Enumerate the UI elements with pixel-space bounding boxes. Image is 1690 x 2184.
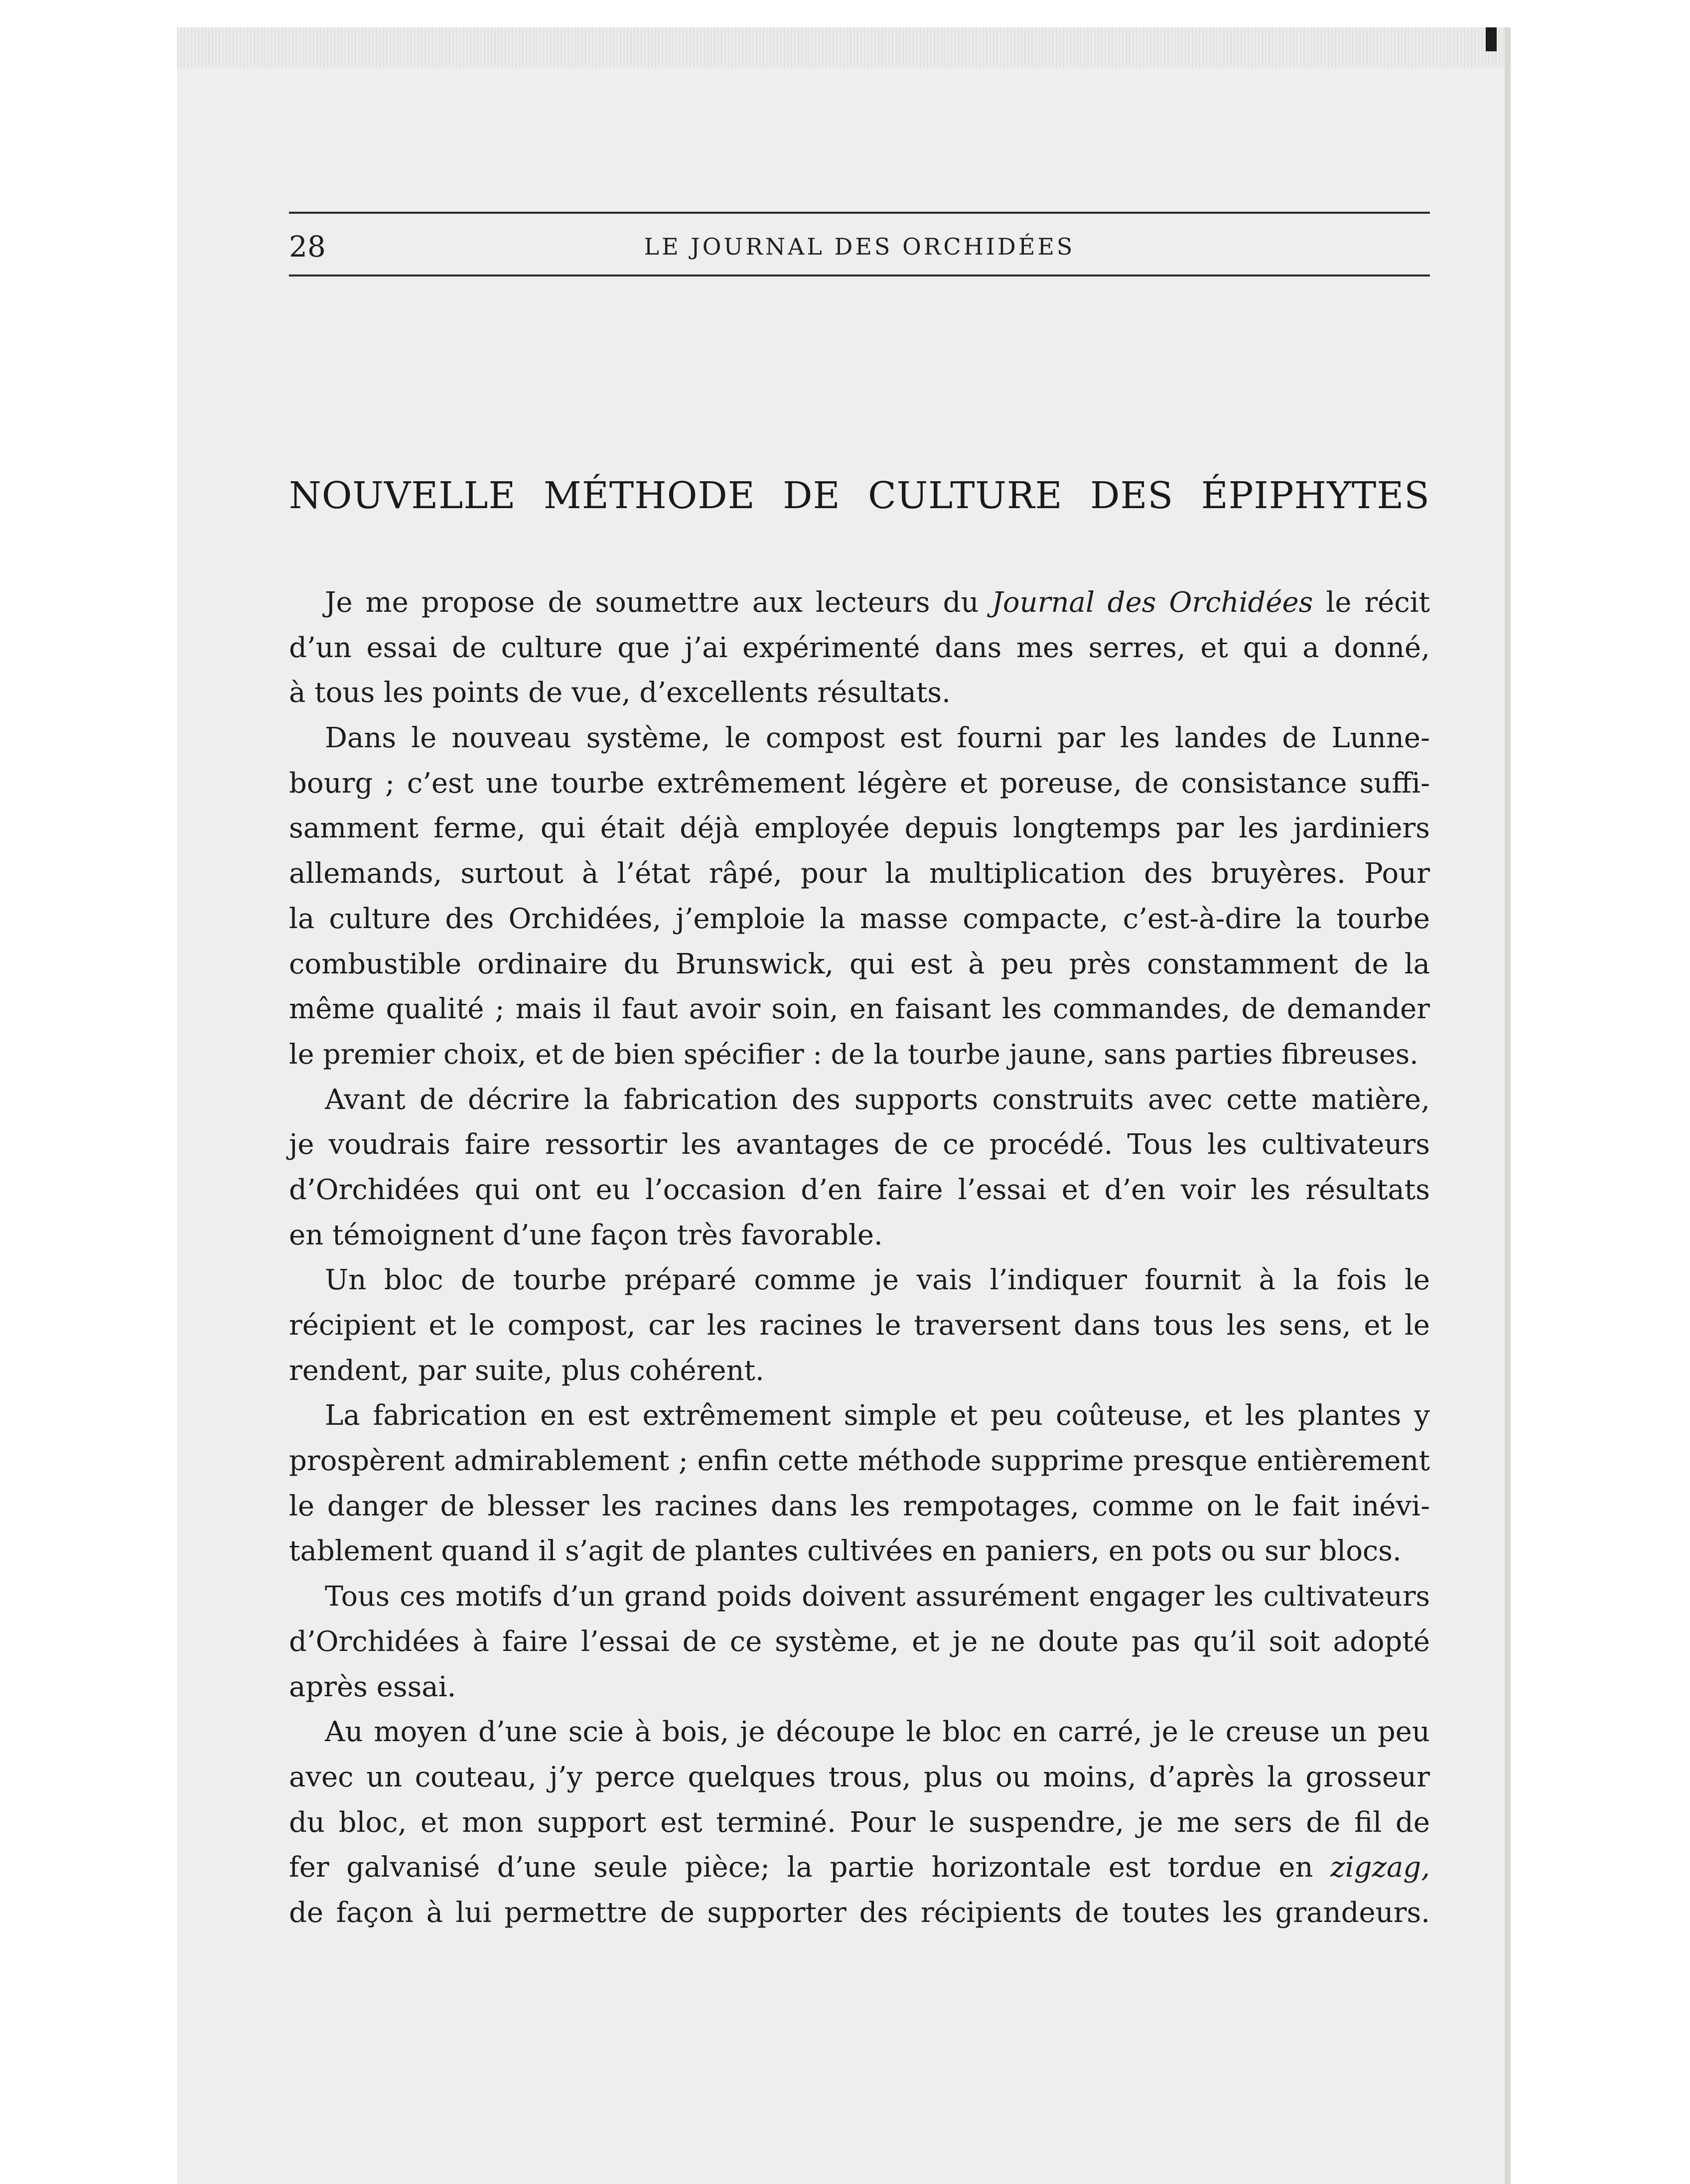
text-line: du bloc, et mon support est terminé. Pour le suspendre, je me sers de fil de — [289, 1806, 1430, 1839]
paragraph — [289, 580, 1430, 716]
text-line: en témoignent d’une façon très favorable. — [289, 1219, 883, 1251]
text-line: La fabrication en est extrêmement simple et peu coûteuse, et les plantes y — [325, 1399, 1430, 1432]
text-line: je voudrais faire ressortir les avantages de ce procédé. Tous les cultivateurs — [289, 1128, 1430, 1161]
text-line: à tous les points de vue, d’excellents résultats. — [289, 677, 951, 709]
scan-corner-mark — [1486, 27, 1497, 51]
text-line: Avant de décrire la fabrication des supports construits avec cette matière, — [325, 1083, 1430, 1116]
header-rule-top — [289, 212, 1430, 214]
paragraph — [289, 1258, 1430, 1393]
paragraph — [289, 1078, 1430, 1258]
paragraph — [289, 1574, 1430, 1710]
text-line: Au moyen d’une scie à bois, je découpe le bloc en carré, je le creuse un peu — [325, 1716, 1430, 1749]
text-line: d’Orchidées à faire l’essai de ce système, et je ne doute pas qu’il soit adopté — [289, 1625, 1430, 1658]
zigzag-italic: zigzag, — [1330, 1851, 1430, 1884]
paragraph — [289, 716, 1430, 1078]
paragraph — [289, 1710, 1430, 1935]
text-line: d’un essai de culture que j’ai expérimenté dans mes serres, et qui a donné, — [289, 631, 1430, 664]
text-line: samment ferme, qui était déjà employée depuis longtemps par les jardiniers — [289, 812, 1430, 845]
text-line: allemands, surtout à l’état râpé, pour la multiplication des bruyères. Pour — [289, 857, 1430, 890]
text-line: le danger de blesser les racines dans les rempotages, comme on le fait inévi- — [289, 1490, 1430, 1522]
text-line: rendent, par suite, plus cohérent. — [289, 1354, 764, 1387]
running-head — [289, 227, 1430, 267]
page-right-edge — [1505, 27, 1511, 2184]
text-line: tablement quand il s’agit de plantes cultivées en paniers, en pots ou sur blocs. — [289, 1535, 1402, 1568]
text-line: Un bloc de tourbe préparé comme je vais l’indiquer fournit à la fois le — [325, 1264, 1430, 1297]
page-top-edge — [177, 27, 1505, 67]
text-line: bourg ; c’est une tourbe extrêmement légère et poreuse, de consistance suffi- — [289, 767, 1430, 800]
text-line: récipient et le compost, car les racines le traversent dans tous les sens, et le — [289, 1309, 1430, 1342]
text-line: Dans le nouveau système, le compost est fourni par les landes de Lunne- — [325, 722, 1430, 755]
text-line: de façon à lui permettre de supporter des récipients de toutes les grandeurs. — [289, 1896, 1430, 1929]
text-line: d’Orchidées qui ont eu l’occasion d’en faire l’essai et d’en voir les résultats — [289, 1173, 1430, 1206]
text-line: le premier choix, et de bien spécifier : de la tourbe jaune, sans parties fibreuses. — [289, 1038, 1418, 1071]
text-line: combustible ordinaire du Brunswick, qui est à peu près constamment de la — [289, 948, 1430, 980]
header-rule-bottom — [289, 274, 1430, 276]
article-title: NOUVELLE MÉTHODE DE CULTURE DES ÉPIPHYTES — [289, 474, 1430, 517]
article-body — [289, 580, 1430, 1936]
text-line: avec un couteau, j’y perce quelques trous, plus ou moins, d’après la grosseur — [289, 1761, 1430, 1793]
text-line: après essai. — [289, 1670, 456, 1703]
text-line: fer galvanisé d’une seule pièce; la partie horizontale est tordue en zigzag, — [289, 1851, 1430, 1884]
text-line: prospèrent admirablement ; enfin cette méthode supprime presque entièrement — [289, 1445, 1430, 1478]
paragraph — [289, 1393, 1430, 1574]
text-line: même qualité ; mais il faut avoir soin, en faisant les commandes, de demander — [289, 993, 1430, 1026]
journal-title: LE JOURNAL DES ORCHIDÉES — [644, 233, 1075, 260]
text-line: la culture des Orchidées, j’emploie la masse compacte, c’est-à-dire la tourbe — [289, 902, 1430, 935]
text-line: Je me propose de soumettre aux lecteurs du Journal des Orchidées le récit — [325, 586, 1430, 619]
text-line: Tous ces motifs d’un grand poids doivent assurément engager les cultivateurs — [325, 1581, 1430, 1613]
journal-name-italic: Journal des Orchidées — [991, 586, 1313, 619]
page-number: 28 — [289, 230, 326, 264]
